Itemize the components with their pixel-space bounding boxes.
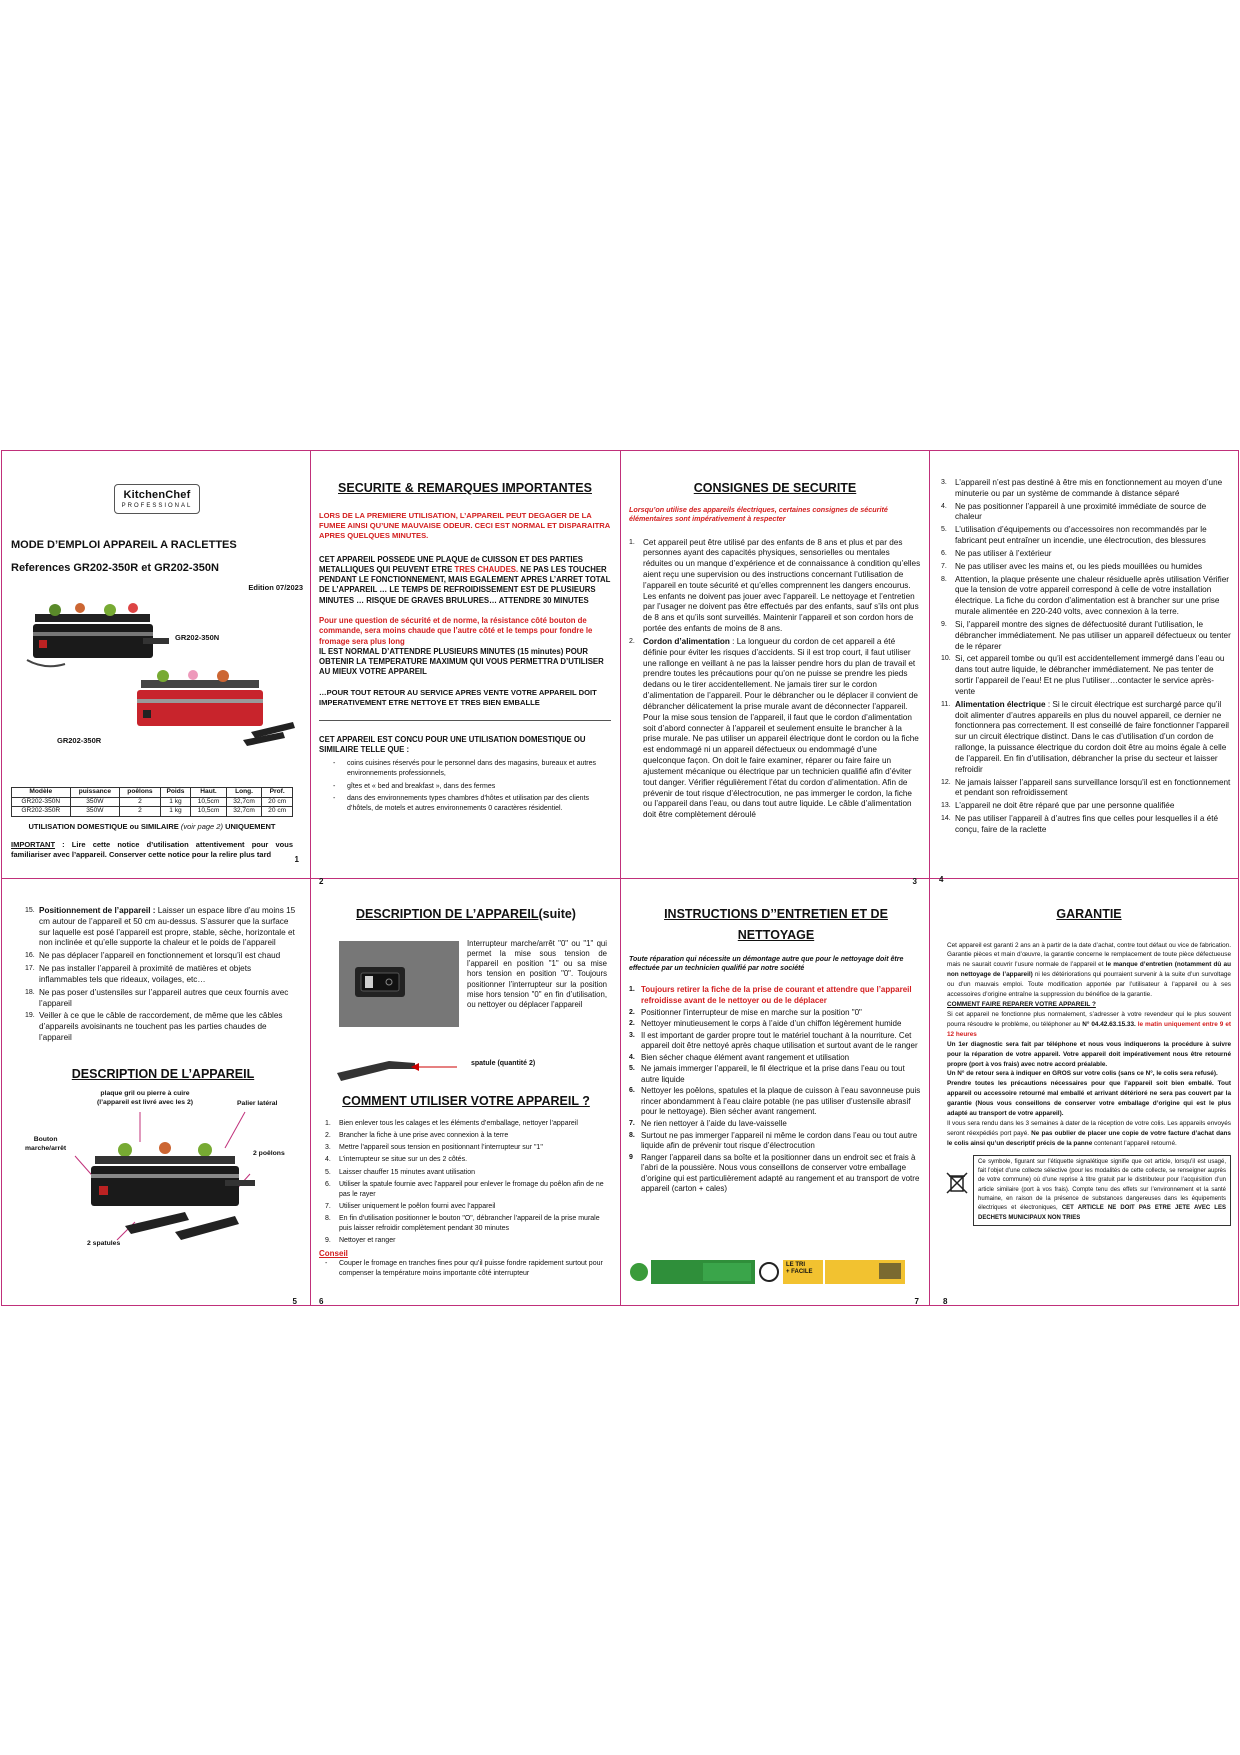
label-bouton-1: Bouton: [33, 1136, 58, 1144]
list-item: [25, 1011, 301, 1043]
list-item-text: Nettoyer minutieusement le corps à l’aide d’un chiffon légèrement humide: [641, 1019, 902, 1029]
list-item-text: Brancher la fiche à une prise avec connexion à la terre: [339, 1132, 509, 1140]
important-note: [11, 840, 293, 860]
list-item: [941, 620, 1231, 652]
page-number: 5: [292, 1297, 297, 1307]
list-item-number: 7.: [629, 1120, 635, 1128]
border-col1: [310, 450, 311, 1306]
list-item-text: Nettoyer les poêlons, spatules et la plaque de cuisson à l’eau savonneuse puis rincer abondamment à l’eau claire potable (ne pas utiliser d’ustensile abrasif pour le nettoyage). Bien sécher avant rangement.: [641, 1086, 921, 1117]
list-item-text: Utiliser uniquement le poêlon fourni avec l’appareil: [339, 1202, 496, 1210]
list-item-text: Positionner l’interrupteur de mise en marche sur la position "0": [641, 1007, 862, 1017]
waiting-note: IL EST NORMAL D’ATTENDRE PLUSIEURS MINUTES (15 minutes) POUR OBTENIR LA TEMPERATURE MAXIMUM QUI VOUS PERMETTRA D’UTILISER AU MIEUX VOTRE APPAREIL: [319, 646, 604, 677]
title-a: DESCRIPTION DE L’APPAREIL: [356, 907, 539, 921]
manual-refs: References GR202-350R et GR202-350N: [11, 561, 219, 574]
how-title: COMMENT FAIRE REPARER VOTRE APPAREIL ?: [947, 1001, 1096, 1009]
spec-cell: 10,5cm: [191, 807, 227, 817]
list-item: - gîtes et « bed and breakfast », dans des fermes: [333, 782, 496, 790]
spec-cell: 10,5cm: [191, 797, 227, 807]
g1c: ni les détériorations qui pourraient survenir à la suite d’un survoltage ou d’un mauvais emploi. Toute modification apportée par l’utilisateur à l’appareil ou à ses accessoires d’origine entraîne la suppression du bénéfice de la garantie.: [947, 971, 1231, 999]
list-item-text: L’utilisation d’équipements ou d’accessoires non recommandés par le fabricant peut entraîner un incendie, une électrocution, des blessures: [955, 525, 1207, 546]
list-item: [629, 1019, 923, 1030]
spec-cell: GR202-350N: [12, 797, 71, 807]
list-item: [941, 562, 1231, 573]
list-item: - dans des environnements types chambres d’hôtes et utilisation par des clients d’hôtels, de motels et autres environnements 0 caractères résidentiel.: [333, 794, 590, 812]
g6c: contenant l’appareil retourné.: [1092, 1139, 1177, 1147]
phone-number: N° 04.42.63.15.33.: [1082, 1020, 1136, 1028]
page-5: [25, 906, 301, 1307]
list-item: [629, 1008, 923, 1019]
list-item: [325, 1143, 613, 1153]
list-item-number: 3.: [941, 479, 947, 486]
list-item: [941, 778, 1231, 800]
list-item-text: Mettre l’appareil sous tension en positionnant l’interrupteur sur "1": [339, 1144, 543, 1152]
page-number: 7: [914, 1297, 919, 1307]
list-item-text: L’appareil ne doit être réparé que par une personne qualifiée: [955, 801, 1175, 811]
page-title: SECURITE & REMARQUES IMPORTANTES: [338, 481, 592, 495]
list-item-number: 10.: [941, 655, 951, 663]
spec-header: Haut.: [191, 788, 227, 798]
label-bouton-2: marche/arrêt: [25, 1145, 67, 1153]
list-item-number: 1.: [325, 1120, 331, 1127]
g5: Prendre toutes les précautions nécessaires pour que l’appareil soit bien emballé. Tout appareil ou accessoire retourné mal emballé et arrivant détérioré ne sera pas couvert par la garantie (Nous vous conseillons de conserver votre emballage d’origine qui est le plus adapté au transport de votre appareil).: [947, 1080, 1231, 1118]
list-item: [941, 801, 1231, 812]
list-item-number: 8.: [325, 1215, 331, 1223]
list-item: [629, 1053, 923, 1064]
list-item-text: L’appareil n’est pas destiné à être mis en fonctionnement au moyen d’une minuterie ou par un système de commande à distance séparé: [955, 478, 1223, 498]
g4: Un N° de retour sera à indiquer en GROS sur votre colis (sans ce N°, le colis sera refusé).: [947, 1070, 1218, 1078]
list-item-text: Surtout ne pas immerger l’appareil ni même le cordon dans l’eau ou tout autre liquide afin de prévenir tout risque d’électrocution: [641, 1130, 918, 1151]
list-item: [325, 1180, 613, 1200]
list-item-text: Si, cet appareil tombe ou qu’il est accidentellement immergé dans l’eau ou dans tout autre liquide, le débrancher immédiatement. Ne pas tenter de sortir l’appareil de l’eau! Et ne plus l’utiliser…contacter le service après-vente: [955, 654, 1225, 696]
list-item-text: Nettoyer et ranger: [339, 1237, 396, 1245]
list-item-text: Bien sécher chaque élément avant rangement et utilisation: [641, 1052, 850, 1062]
spec-cell: 1 kg: [160, 797, 191, 807]
page-title: GARANTIE: [1056, 907, 1122, 921]
safety-intro: Lorsqu’on utilise des appareils électriques, certaines consignes de sécurité élémentaires sont impérativement à respecter: [629, 504, 888, 523]
brand-logo: [114, 484, 200, 514]
list-item: [941, 654, 1231, 697]
list-item-number: 3.: [629, 1031, 635, 1039]
list-item-number: 5.: [941, 526, 947, 534]
list-item-number: 11.: [941, 700, 951, 708]
list-item: [25, 988, 301, 1010]
list-item-text: Ne pas utiliser à l’extérieur: [955, 548, 1052, 558]
label-palier: Palier latéral: [237, 1100, 278, 1108]
list-item-number: 19.: [25, 1012, 35, 1020]
list-item-text: Laisser un espace libre d’au moins 15 cm autour de l’appareil et 50 cm au-dessus. S’assurer que la surface sur laquelle est posé l’appareil est propre, stable, sèche, horizontale et non inclinée et qu’elle supporte la chaleur et le poids de l’appareil: [39, 906, 296, 948]
list-item-text: Utiliser la spatule fournie avec l’appareil pour enlever le fromage du poêlon afin de ne pas le rayer: [339, 1180, 604, 1198]
list-item-text: Ne pas poser d’ustensiles sur l’appareil autres que ceux fournis avec l’appareil: [39, 987, 289, 1008]
list-item-text: Ne pas déplacer l’appareil en fonctionnement et lorsqu’il est chaud: [39, 951, 281, 961]
list-item-text: : Si le circuit électrique est surchargé parce qu’il doit alimenter d’autres appareils en plus du nouvel appareil, ce dernier ne fonctionnera pas correctement. Il est conseillé de faire fonctionner l’appareil sur un circuit électrique distinct. Dans le cas d’utilisation d’un cordon de rallonge, la puissance électrique du cordon doit être au moins égale à celle de l’appareil. En fin d’utilisation, débrancher la prise du secteur et laisser refroidir: [955, 699, 1229, 774]
list-item-number: 2.: [629, 1008, 635, 1016]
usage-line: [11, 822, 293, 832]
spatula-icon: [337, 1055, 417, 1081]
use-steps: [319, 1119, 613, 1247]
page-number: 6: [319, 1297, 324, 1307]
list-item: [325, 1119, 613, 1129]
weee-text-a: Ce symbole, figurant sur l’étiquette signalétique signifie que cet article, lorsqu’il est usagé, fait l’objet d’une collecte sélective (pour les modalités de cette collecte, se renseigner auprès de votre commune) où d’une reprise à titre gratuit par le distributeur pour l’acquisition d’un article similaire (port à vos frais). Compte tenu des effets sur l’environnement et la santé humaine, en raison de la présence de substances dangereuses dans les équipements électriques et électroniques,: [978, 1158, 1226, 1212]
list-item: - coins cuisines réservés pour le personnel dans des magasins, bureaux et autres environnements professionnels,: [333, 760, 597, 778]
list-item-text: Ne jamais laisser l’appareil sans surveillance lorsqu’il est en fonctionnement et pendant son refroidissement: [955, 777, 1231, 798]
page-6: [319, 906, 613, 1307]
title-b: (suite): [538, 907, 576, 921]
usage-a: UTILISATION DOMESTIQUE ou SIMILAIRE: [28, 822, 179, 831]
list-item-number: 8.: [941, 575, 947, 583]
divider: [319, 720, 611, 721]
list-item-number: 9.: [941, 620, 947, 628]
spec-cell: GR202-350R: [12, 807, 71, 817]
list-item-number: 4.: [941, 502, 947, 510]
list-item: [941, 814, 1231, 836]
spec-header: Poids: [160, 788, 191, 798]
conseil-item: - Couper le fromage en tranches fines pour qu’il puisse fondre rapidement surtout pour compenser la température moins importante côté interrupteur: [325, 1260, 603, 1278]
list-item-text: Ne pas positionner l’appareil à une proximité immédiate de source de chaleur: [955, 501, 1207, 522]
page-7: [629, 906, 923, 1307]
arrow-left-icon: [411, 1062, 459, 1072]
list-item-text: dans des environnements types chambres d’hôtes et utilisation par des clients d’hôtels, de motels et autres environnements 0 caractères résidentiel.: [347, 794, 590, 812]
recycling-logos: [629, 1258, 909, 1288]
spec-cell: 2: [120, 807, 160, 817]
page-number: 4: [939, 875, 944, 885]
list-item-text: Attention, la plaque présente une chaleur résiduelle après utilisation Vérifier que la tension de votre appareil correspond à celle de votre installation électrique. La fiche du cordon d’alimentation est à brancher sur une prise murale alimentée en 220-240 volts, avec connexion à la terre.: [955, 574, 1229, 617]
usage-b: (voir page 2): [180, 822, 223, 831]
list-item-number: 6.: [629, 1087, 635, 1095]
important-text: : Lire cette notice d’utilisation attentivement pour vous familiariser avec l’appareil. Conserver cette notice pour la relire plus tard: [11, 840, 293, 859]
maintenance-list: [629, 985, 923, 1194]
list-item-number: 1.: [629, 986, 635, 994]
page-title: CONSIGNES DE SECURITE: [693, 481, 857, 495]
g6: Il vous sera rendu dans les 3 semaines à dater de la réception de votre colis. Les appareils envoyés seront réexpédiés port payé.: [947, 1120, 1231, 1138]
weee-box: [947, 1155, 1231, 1226]
list-item-number: 9.: [325, 1237, 331, 1245]
description-diagram: [25, 1090, 301, 1260]
spec-cell: 350W: [70, 807, 120, 817]
list-item-text: Ranger l’appareil dans sa boîte et la positionner dans un endroit sec et frais à l’abri de la poussière. Nous vous conseillons de conserver votre emballage d’origine qui est particulièrement adapté au rangement et au transport de votre appareil (carton + cales): [641, 1152, 920, 1194]
hot-text-b: NE PAS LES TOUCHER PENDANT LE FONCTIONNEMENT, MAIS EGALEMENT APRES L’ARRET TOTAL DE L’APPAREIL … LE TEMPS DE REFROIDISSEMENT EST DE PLUSIEURS MINUTES … RISQUE DE GRAVES BRULURES… ATTENDRE 30 MINUTES: [319, 564, 611, 605]
label-plaque-2: (l’appareil est livré avec les 2): [97, 1099, 193, 1107]
list-item: [941, 700, 1231, 776]
list-item-number: 4.: [629, 1053, 635, 1061]
spec-header-row: [12, 788, 293, 798]
triman-text-1: LE TRI: [786, 1262, 805, 1268]
list-item: [325, 1131, 613, 1141]
list-item: [629, 1064, 923, 1085]
list-item-warning: Toujours retirer la fiche de la prise de courant et attendre que l’appareil refroidisse avant de le nettoyer ou de le déplacer: [641, 985, 912, 1006]
triman-text-2: + FACILE: [786, 1269, 813, 1276]
list-item-text: Veiller à ce que le câble de raccordement, de même que les câbles d’appareils avoisinants ne touchent pas les parties chaudes de l’appareil: [39, 1011, 283, 1043]
border-right: [1238, 450, 1239, 1306]
list-item: [941, 525, 1231, 547]
list-item-text: Il est important de garder propre tout le matériel touchant à la nourriture. Cet appareil doit être nettoyé après chaque utilisation et surtout avant de le ranger: [641, 1030, 918, 1051]
list-item-text: : La longueur du cordon de cet appareil a été définie pour éviter les risques d’accidents. Si il est trop court, il faut utiliser une rallonge en veillant à ne pas la laisser pendre hors du plan de travail et prendre toutes les précautions pour qu’on ne puisse se prendre les pieds dedans ou le tirer accidentellement. Ne jamais tirer sur le cordon d’alimentation de l’appareil. Pour le débrancher ou le déplacer il convient de débrancher délicatement la prise murale avant de déconnecter l’appareil. Pour la mise sous tension de l’appareil, il faut que le cordon d’alimentation soit d’abord connecter à l’appareil et seulement ensuite le brancher à la prise murale. Ne pas utiliser un appareil électrique dont le cordon ou la fiche est endommagé ni un appareil défectueux ou endommagé d’une quelconque façon. On doit le faire examiner, réparer ou faire faire un ajustement mécanique ou électrique par un technicien qualifié afin d’éviter tout danger. Vérifier régulièrement l’état du cordon d’alimentation. Afin de prévenir de tout risque d’électrocution, ne pas immerger le cordon, la fiche ou l’appareil dans l’eau, ou dans tout autre liquide. Le câble d’alimentation doit être complètement déroulé: [643, 636, 919, 820]
list-item: [629, 1153, 923, 1195]
conseil-label: Conseil: [319, 1248, 348, 1258]
recycling-strip: [629, 1258, 909, 1288]
list-item-number: 9: [629, 1153, 633, 1161]
list-item-number: 14.: [941, 815, 951, 823]
list-item-number: 2.: [629, 1020, 635, 1028]
spec-header: Long.: [226, 788, 262, 798]
list-item-number: 13.: [941, 802, 951, 810]
list-item-label: Cordon d’alimentation: [643, 636, 730, 646]
list-item: [629, 1086, 923, 1118]
list-item-label: Positionnement de l’appareil :: [39, 906, 156, 915]
list-item: [325, 1202, 613, 1212]
return-note: …POUR TOUT RETOUR AU SERVICE APRES VENTE VOTRE APPAREIL DOIT IMPERATIVEMENT ETRE NETTOYE ET TRES BIEN EMBALLE: [319, 687, 597, 707]
spec-cell: 20 cm: [262, 807, 293, 817]
spec-cell: 20 cm: [262, 797, 293, 807]
label-plaque-1: plaque gril ou pierre à cuire: [100, 1090, 190, 1098]
label-spatules: 2 spatules: [87, 1240, 121, 1248]
list-item: [629, 1119, 923, 1130]
page-1: [11, 458, 303, 872]
weee-text-b: CET ARTICLE NE DOIT PAS ETRE JETE AVEC LES DECHETS MUNICIPAUX NON TRIES: [978, 1205, 1226, 1221]
hot-text-red: TRES CHAUDES.: [454, 564, 519, 574]
important-label: IMPORTANT: [11, 840, 56, 849]
list-item-number: 5.: [629, 1065, 635, 1073]
spec-header: Prof.: [262, 788, 293, 798]
list-item-number: 7.: [941, 562, 947, 570]
crossed-bin-icon: [947, 1171, 967, 1195]
list-item-text: Ne pas installer l’appareil à proximité de matières et objets inflammables tels que rideaux, voilages, etc…: [39, 964, 252, 984]
list-item: [325, 1236, 613, 1246]
weee-text: [973, 1155, 1231, 1226]
spec-cell: 32,7cm: [226, 807, 262, 817]
page-title-1: INSTRUCTIONS D’’ENTRETIEN ET DE: [664, 907, 888, 921]
page-4: [939, 478, 1231, 885]
list-item-number: 18.: [25, 988, 35, 996]
hours: le matin uniquement entre 9 et 12 heures: [947, 1020, 1232, 1038]
list-item-text: Bien enlever tous les calages et les éléments d’emballage, nettoyer l’appareil: [339, 1120, 578, 1127]
resistance-note: Pour une question de sécurité et de norme, la résistance côté bouton de commande, sera moins chaude que l’autre côté et le temps pour fondre le fromage sera plus long: [319, 615, 593, 646]
logo-sub: PROFESSIONAL: [121, 502, 193, 509]
list-item-text: L’interrupteur se situe sur un des 2 côtés.: [339, 1156, 468, 1164]
spec-header: poêlons: [120, 788, 160, 798]
page-number: 3: [912, 877, 917, 887]
table-row: [12, 807, 293, 817]
page-3: [629, 480, 921, 887]
usage-list: [319, 759, 611, 814]
g6b: Ne pas oublier de placer une copie de votre facture d’achat dans le colis ainsi qu’un descriptif précis de la panne: [947, 1130, 1231, 1147]
page-title: [319, 906, 613, 923]
spec-header: Modèle: [12, 788, 71, 798]
border-col3: [929, 450, 930, 1306]
device-diagram: [65, 1112, 265, 1252]
label-poelons: 2 poêlons: [253, 1150, 285, 1158]
triman-text: [786, 1262, 813, 1276]
safety-list-end: [25, 906, 301, 1044]
edition: Edition 07/2023: [248, 583, 303, 593]
hot-text-a: CET APPAREIL POSSEDE UNE PLAQUE de CUISSON ET DES PARTIES METALLIQUES QUI PEUVENT ETRE: [319, 554, 583, 574]
logo-main: KitchenChef: [123, 489, 191, 501]
list-item-text: Si, l’appareil montre des signes de défectuosité durant l’utilisation, le débrancher immédiatement. Ne pas utiliser un appareil défectueux ou tenter de le réparer: [955, 619, 1231, 651]
list-item: [629, 985, 923, 1006]
list-item-number: 6.: [941, 549, 947, 557]
spec-cell: 350W: [70, 797, 120, 807]
product-image-black: [25, 596, 175, 676]
safety-list-continued: [941, 478, 1231, 836]
list-item: 1. Cet appareil peut être utilisé par des enfants de 8 ans et plus et par des personnes ayant des capacités physiques, sensorielles ou mentales réduites ou un manque d’expérience et de connaissance à condition qu’elles aient reçu une supervision ou des instructions concernant l’utilisation de l’appareil en toute sécurité et qu’elles comprennent les dangers encourus. Les enfants ne doivent pas jouer avec l’appareil. Le nettoyage et l’entretien par l’usager ne doivent pas être effectués par des enfants, sauf s’ils ont plus de 8 ans et qu’ils sont surveillés. Maintenir l’appareil et son cordon hors de portée des enfants de moins de 8 ans.: [629, 537, 921, 634]
page-number: 8: [943, 1297, 948, 1307]
border-left: [1, 450, 2, 1306]
list-item-text: coins cuisines réservés pour le personnel dans des magasins, bureaux et autres environnements professionnels,: [347, 760, 597, 778]
spatule-label: spatule (quantité 2): [471, 1059, 536, 1067]
list-item-text: Ne pas utiliser l’appareil à d’autres fins que celles pour lesquelles il a été conçu, faire de la raclette: [955, 814, 1219, 834]
first-use-warning: LORS DE LA PREMIERE UTILISATION, L’APPAREIL PEUT DEGAGER DE LA FUMEE AINSI QU’UNE MAUVAISE ODEUR. CECI EST NORMAL ET DISPARAITRA APRES QUELQUES MINUTES.: [319, 510, 610, 540]
switch-text: Interrupteur marche/arrêt "0" ou "1" qui permet la mise sous tension de l’appareil en position "1" ou sa mise hors tension en position "0". Toujours positionner l’interrupteur sur la position mise hors tension "0" en fin d’utilisation, ou nettoyer ou déplacer l’appareil: [467, 938, 607, 1010]
g1: Cet appareil est garanti 2 ans an à partir de la date d’achat, contre tout défaut ou vice de fabrication. Garantie pièces et main d’œuvre, la garantie concerne le remplacement de toute pièce défectueuse mais ne saurait couvrir l’usure normale de l’appareil et: [947, 941, 1231, 969]
list-item: [325, 1168, 613, 1178]
list-item-number: 2.: [325, 1132, 331, 1140]
list-item-number: 16.: [25, 952, 35, 960]
page-8: [943, 906, 1232, 1307]
domestic-use-title: CET APPAREIL EST CONCU POUR UNE UTILISATION DOMESTIQUE OU SIMILAIRE TELLE QUE :: [319, 734, 586, 754]
list-item: [941, 575, 1231, 618]
border-col2: [620, 450, 621, 1306]
spec-cell: 1 kg: [160, 807, 191, 817]
list-item-number: 17.: [25, 965, 35, 973]
list-item: [325, 1214, 613, 1234]
page-number: 2: [319, 877, 324, 887]
page-number: 1: [294, 855, 299, 865]
list-item: [941, 478, 1231, 500]
conseil-text: Couper le fromage en tranches fines pour qu’il puisse fondre rapidement surtout pour compenser la température moins importante côté interrupteur: [339, 1260, 603, 1278]
list-item-text: Cet appareil peut être utilisé par des enfants de 8 ans et plus et par des personnes ayant des capacités physiques, sensorielles ou mentales réduites ou un manque d’expérience et de connaissance à condition qu’elles aient reçu une supervision ou des instructions concernant l’utilisation de l’appareil en toute sécurité et qu’elles comprennent les dangers encourus. Les enfants ne doivent pas jouer avec l’appareil. Le nettoyage et l’entretien par l’usager ne doivent pas être effectués par des enfants, sauf s’ils ont plus de 8 ans et qu’ils sont surveillés. Maintenir l’appareil et son cordon hors de portée des enfants de moins de 8 ans.: [643, 537, 921, 634]
spec-header: puissance: [70, 788, 120, 798]
list-item-text: En fin d’utilisation positionner le bouton "O", débrancher l’appareil de la prise murale puis laisser refroidir complètement pendant 30 minutes: [339, 1215, 600, 1233]
list-item-text: Laisser chauffer 15 minutes avant utilisation: [339, 1168, 476, 1176]
page-2: [319, 480, 611, 887]
list-item-number: 12.: [941, 778, 951, 786]
list-item-number: 7.: [325, 1202, 331, 1210]
usage-c: UNIQUEMENT: [225, 822, 276, 831]
label-n: GR202-350N: [175, 633, 220, 642]
g1b: le manque d’entretien (notamment dû au non nettoyage de l’appareil): [947, 961, 1231, 979]
list-item: [25, 951, 301, 962]
list-item-number: 4.: [325, 1156, 331, 1164]
list-item-number: 5.: [325, 1168, 331, 1176]
g3: Un 1er diagnostic sera fait par téléphone et nous vous indiquerons la procédure à suivre pour la réparation de votre appareil. Votre appareil doit impérativement nous être retourné propre (port à vos frais) avec notre accord préalable.: [947, 1040, 1231, 1068]
list-item-number: 6.: [325, 1180, 331, 1188]
list-item: [629, 1131, 923, 1152]
list-item-number: 15.: [25, 907, 35, 914]
manual-title: MODE D’EMPLOI APPAREIL A RACLETTES: [11, 539, 237, 551]
spec-table: [11, 787, 293, 817]
label-bouton: [25, 1136, 66, 1154]
list-item: [629, 1031, 923, 1052]
label-r: GR202-350R: [57, 736, 102, 745]
list-item-text: Ne jamais immerger l’appareil, le fil électrique et la prise dans l’eau ou tout autre liquide: [641, 1064, 905, 1084]
list-item-number: 3.: [325, 1144, 331, 1152]
spec-cell: 32,7cm: [226, 797, 262, 807]
guarantee-text: [947, 941, 1231, 1149]
product-image-red: [123, 666, 298, 751]
list-item: [941, 502, 1231, 524]
list-item-text: Ne rien nettoyer à l’aide du lave-vaisselle: [641, 1119, 787, 1129]
description-title: DESCRIPTION DE L’APPAREIL: [71, 1066, 255, 1081]
maintenance-intro: Toute réparation qui nécessite un démontage autre que pour le nettoyage doit être effectuée par un technicien qualifié par notre société: [629, 956, 904, 973]
list-item: 2. Cordon d’alimentation : La longueur du cordon de cet appareil a été définie pour éviter les risques d’accidents. Si il est trop court, il faut utiliser une rallonge en veillant à ne pas la laisser pendre hors du plan de travail et prendre toutes les précautions pour qu’on ne puisse se prendre les pieds dedans ou le tirer accidentellement. Ne jamais tirer sur le cordon d’alimentation de l’appareil. Pour le débrancher ou le déplacer il convient de débrancher délicatement la prise murale avant de déconnecter l’appareil. Pour la mise sous tension de l’appareil, il faut que le cordon d’alimentation soit d’abord connecter à l’appareil et seulement ensuite le brancher à la prise murale. Ne pas utiliser un appareil électrique dont le cordon ou la fiche est endommagé ni un appareil défectueux ou endommagé d’une quelconque façon. On doit le faire examiner, réparer ou faire faire un ajustement mécanique ou électrique par un technicien qualifié afin d’éviter tout danger. Vérifier régulièrement l’état du cordon d’alimentation. Afin de prévenir de tout risque d’électrocution, ne pas immerger le cordon, la fiche ou l’appareil dans l’eau, ou dans tout autre liquide. Le câble d’alimentation doit être complètement déroulé: [629, 636, 919, 820]
leaflet-sheet: [1, 450, 1239, 1306]
list-item-text: gîtes et « bed and breakfast », dans des fermes: [347, 782, 496, 790]
switch-section: [319, 935, 613, 1053]
list-item: [25, 964, 301, 986]
hot-parts-warning: [319, 555, 611, 606]
spec-cell: 2: [120, 797, 160, 807]
list-item: [25, 906, 301, 949]
list-item-number: 8.: [629, 1131, 635, 1139]
list-item: [941, 549, 1231, 560]
switch-photo: [339, 941, 459, 1027]
spatule-section: [319, 1053, 613, 1091]
list-item: [325, 1155, 613, 1165]
page-title-2: NETTOYAGE: [737, 927, 815, 942]
use-title: COMMENT UTILISER VOTRE APPAREIL ?: [342, 1093, 590, 1108]
g2: Si cet appareil ne fonctionne plus normalement, s’adresser à votre revendeur qui le plus souvent pourra résoudre le problème, ou téléphoner au: [947, 1010, 1231, 1028]
list-item-label: Alimentation électrique: [955, 699, 1046, 709]
label-plaque: [85, 1090, 205, 1108]
list-item-text: Ne pas utiliser avec les mains et, ou les pieds mouillées ou humides: [955, 561, 1203, 571]
table-row: [12, 797, 293, 807]
